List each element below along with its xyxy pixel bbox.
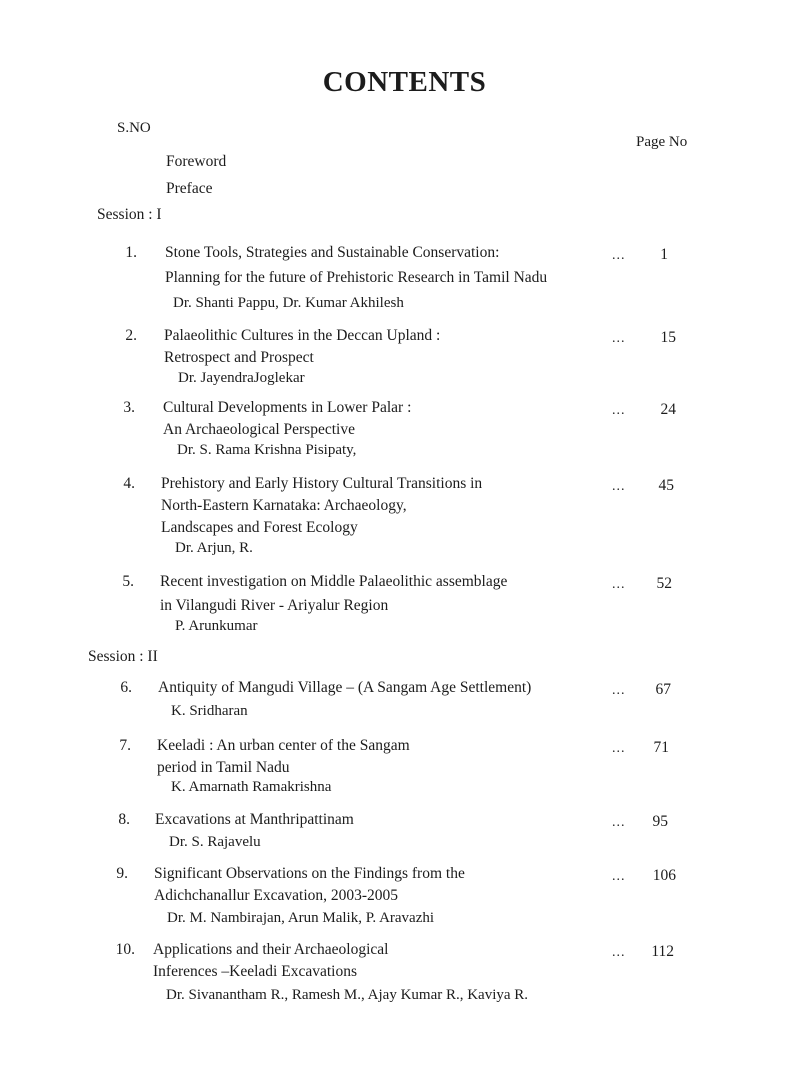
- entry-author: Dr. M. Nambirajan, Arun Malik, P. Aravazhi: [167, 910, 435, 926]
- leader-dots: ...: [612, 331, 626, 346]
- entry-title-line: in Vilangudi River - Ariyalur Region: [160, 597, 389, 614]
- entry-title-line: Palaeolithic Cultures in the Deccan Upland :: [164, 327, 441, 344]
- entry-title-line: Cultural Developments in Lower Palar :: [163, 399, 412, 416]
- entry-title-line: Adichchanallur Excavation, 2003-2005: [154, 887, 399, 904]
- preface-item: Preface: [166, 180, 213, 197]
- entry-title-line: period in Tamil Nadu: [157, 759, 290, 776]
- sno-header: S.NO: [117, 120, 151, 136]
- entry-page-number: 1: [660, 246, 668, 263]
- entry-page-number: 106: [652, 867, 676, 884]
- entry-number: 5.: [122, 573, 134, 590]
- entry-number: 3.: [123, 399, 135, 416]
- leader-dots: ...: [612, 741, 626, 756]
- entry-title-line: Excavations at Manthripattinam: [155, 811, 354, 828]
- entry-author: Dr. S. Rajavelu: [169, 834, 261, 850]
- entry-author: Dr. Shanti Pappu, Dr. Kumar Akhilesh: [173, 295, 404, 311]
- entry-page-number: 112: [651, 943, 674, 960]
- entry-author: Dr. S. Rama Krishna Pisipaty,: [177, 442, 357, 458]
- leader-dots: ...: [612, 479, 626, 494]
- entry-number: 6.: [120, 679, 132, 696]
- entry-title-line: North-Eastern Karnataka: Archaeology,: [161, 497, 407, 514]
- entry-page-number: 52: [656, 575, 672, 592]
- page-title: CONTENTS: [322, 66, 487, 98]
- entry-page-number: 67: [655, 681, 671, 698]
- entry-title-line: An Archaeological Perspective: [163, 421, 355, 438]
- entry-title-line: Stone Tools, Strategies and Sustainable Conservation:: [165, 244, 500, 261]
- entry-author: Dr. Sivanantham R., Ramesh M., Ajay Kumar R., Kaviya R.: [166, 987, 529, 1003]
- entry-page-number: 45: [658, 477, 674, 494]
- entry-author: K. Amarnath Ramakrishna: [171, 779, 332, 795]
- leader-dots: ...: [612, 577, 626, 592]
- foreword-item: Foreword: [166, 153, 227, 170]
- entry-title-line: Recent investigation on Middle Palaeolithic assemblage: [160, 573, 508, 590]
- entry-number: 4.: [123, 475, 135, 492]
- entry-page-number: 95: [652, 813, 668, 830]
- entry-number: 1.: [125, 244, 137, 261]
- entry-number: 8.: [118, 811, 130, 828]
- entry-author: K. Sridharan: [171, 703, 248, 719]
- entry-number: 9.: [116, 865, 128, 882]
- entry-page-number: 24: [660, 401, 676, 418]
- leader-dots: ...: [612, 403, 626, 418]
- entry-page-number: 15: [660, 329, 676, 346]
- entry-number: 7.: [119, 737, 131, 754]
- entry-author: Dr. JayendraJoglekar: [178, 370, 305, 386]
- entry-title-line: Inferences –Keeladi Excavations: [153, 963, 357, 980]
- leader-dots: ...: [612, 683, 626, 698]
- entry-title-line: Keeladi : An urban center of the Sangam: [157, 737, 410, 754]
- entry-author: Dr. Arjun, R.: [175, 540, 253, 556]
- entry-number: 2.: [125, 327, 137, 344]
- page-no-header: Page No: [636, 134, 688, 150]
- entry-page-number: 71: [653, 739, 669, 756]
- entry-title-line: Retrospect and Prospect: [164, 349, 314, 366]
- entry-title-line: Landscapes and Forest Ecology: [161, 519, 358, 536]
- leader-dots: ...: [612, 248, 626, 263]
- leader-dots: ...: [612, 815, 626, 830]
- entry-title-line: Antiquity of Mangudi Village – (A Sangam Age Settlement): [158, 679, 532, 696]
- leader-dots: ...: [612, 869, 626, 884]
- entry-title-line: Significant Observations on the Findings from the: [154, 865, 465, 882]
- entry-title-line: Prehistory and Early History Cultural Transitions in: [161, 475, 483, 492]
- session-heading-1: Session : I: [97, 206, 162, 223]
- leader-dots: ...: [612, 945, 626, 960]
- entry-number: 10.: [115, 941, 135, 958]
- entry-title-line: Planning for the future of Prehistoric Research in Tamil Nadu: [165, 269, 548, 286]
- entry-title-line: Applications and their Archaeological: [153, 941, 389, 958]
- entry-author: P. Arunkumar: [175, 618, 258, 634]
- session-heading-2: Session : II: [88, 648, 158, 665]
